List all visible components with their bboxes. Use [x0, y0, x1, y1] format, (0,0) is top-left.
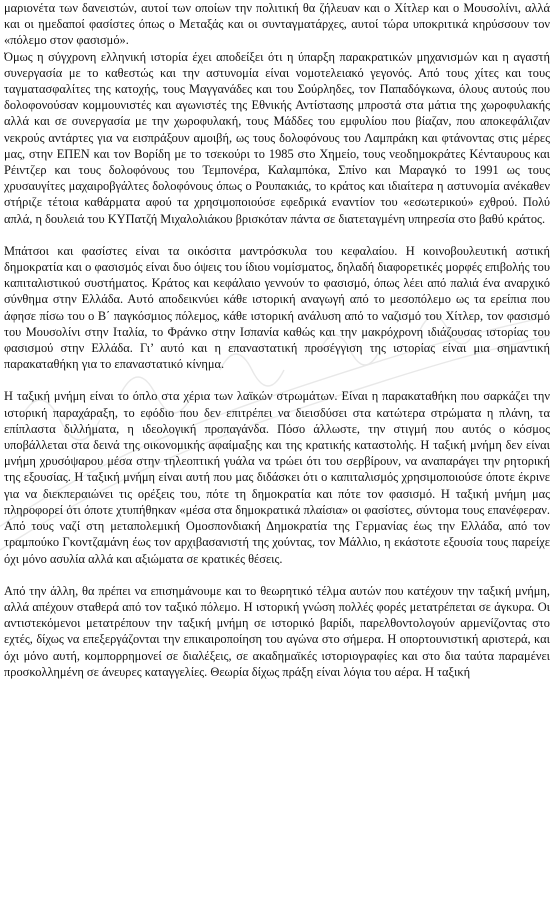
paragraph-1: μαριονέτα των δανειστών, αυτοί των οποίων την πολιτική θα ζήλευαν και ο Χίτλερ και ο Μουσολίνι, αλλά και οι ημεδαποί φασίστες όπως ο Μεταξάς και οι συνταγματάρχες, αυτοί τώρα υποκριτικά κηρύσσουν τον «πόλεμο στον φασισμό».: [4, 1, 550, 48]
document-page: [4, 0, 550, 901]
paragraph-5: Από την άλλη, θα πρέπει να επισημάνουμε και το θεωρητικό τέλμα αυτών που κατέχουν την ταξική μνήμη, αλλά απέχουν σταθερά από τον ταξικό πόλεμο. Η ιστορική γνώση πολλές φορές μετατρέπεται σε άγκυρα. Οι αντιστεκόμενοι μετατρέπουν την ταξική μνήμη σε ιστορικό βαρίδι, παρελθοντολογούν αρμενίζοντας στο εχτές, δίχως να επεξεργάζονται την επικαιροποίηση του αγώνα στο σήμερα. Η οπορτουνιστική αριστερά, και όχι μόνο αυτή, κομπορρημονεί σε διαλέξεις, σε ακαδημαϊκές ιστοριογραφίες και στο δια ταύτα παραμένει προσκολλημένη σε άνευρες καταγγελίες. Θεωρία δίχως πράξη είναι λόγια του αέρα. Η ταξική: [4, 583, 550, 679]
paragraph-3: Μπάτσοι και φασίστες είναι τα οικόσιτα μαντρόσκυλα του κεφαλαίου. Η κοινοβουλευτική αστική δημοκρατία και ο φασισμός είναι δυο όψεις του ίδιου νομίσματος, δηλαδή διαφορετικές μορφές επιβολής του καπιταλιστικού συστήματος. Κράτος και κεφάλαιο γεννούν το φασισμό, όπως λέει από παλιά ένα αναρχικό σύνθημα στην Ελλάδα. Αυτό αποδεικνύει κάθε ιστορική αναγωγή από το μεσοπόλεμο ως τα ερείπια που άφησε πίσω του ο Β΄ παγκόσμιος πόλεμος, κάθε ιστορική ανάλυση από το ναζισμό του Χίτλερ, τον φασισμό του Μουσολίνι στην Ιταλία, το Φράνκο στην Ισπανία καθώς και την μακρόχρονη ιδιάζουσας ιστορίας του φασισμού στην Ελλάδα. Γι’ αυτό και η επαναστατική προσέγγιση της ιστορίας είναι μια σημαντική παρακαταθήκη για το επαναστατικό κίνημα.: [4, 243, 550, 372]
paragraph-4: Η ταξική μνήμη είναι το όπλο στα χέρια των λαϊκών στρωμάτων. Είναι η παρακαταθήκη που σαρκάζει την ιστορική παραχάραξη, το εφόδιο που δεν επιτρέπει να διεισδύσει στα κατώτερα στρώματα η πλάνη, τα επίπλαστα διλλήματα, η ιδεολογική προπαγάνδα. Πόσο άλλωστε, την στιγμή που αυτός ο κόσμος υποβάλλεται στα δεινά της οικονομικής αφαίμαξης και της κρατικής καταστολής. Η ταξική μνήμη δεν είναι μνήμη χρυσόψαρου μέσα στην τηλεοπτική γυάλα να τρώει ότι του σερβίρουν, να αναπαράγει την ρητορική της εξουσίας. Η ταξική μνήμη είναι αυτή που μας διδάσκει ότι ο καπιταλισμός χρησιμοποιούσε όποτε έκρινε για να διεκπεραιώνει τις ορέξεις του, πότε τη δημοκρατία και πότε τον φασισμό. Η ταξική μνήμη μας πληροφορεί ότι όποτε χτυπήθηκαν «μέσα στα δημοκρατικά πλαίσια» οι φασίστες, σύντομα τους επανέφεραν. Από τους ναζί στη μεταπολεμική Ομοσπονδιακή Δημοκρατία της Γερμανίας έως την Ελλάδα, από τον τραμπούκο Γκοντζαμάνη έως τον αρχιβασανιστή της χούντας, τον Μάλλιο, η εκάστοτε εξουσία τους παρείχε όχι μόνο ασυλία αλλά και αξιώματα σε κρατικές θέσεις.: [4, 389, 550, 566]
paragraph-2: Όμως η σύγχρονη ελληνική ιστορία έχει αποδείξει ότι η ύπαρξη παρακρατικών μηχανισμών και η αγαστή συνεργασία με το καθεστώς και την αστυνομία είναι νομοτελειακό γεγονός. Από τους χίτες και τους ταγματασφαλίτες της κατοχής, τους Μαγγανάδες και του Σούρληδες, τον Παπαδόγκωνα, όλους αυτούς που δολοφονούσαν κομμουνιστές και αγωνιστές της Εθνικής Αντίστασης μπροστά στα μάτια της χωροφυλακής αλλά και σε συνεργασία με την χωροφυλακή, τους Μάδδες του εμφυλίου που βίαζαν, που αποκεφάλιζαν νεκρούς αντάρτες για να εισπράξουν αμοιβή, ως τους δολοφόνους του Λαμπράκη και φτάνοντας στις μέρες μας, στην ΕΠΕΝ και τον Βορίδη με το τσεκούρι το 1985 στο Χημείο, τους νεοδημοκράτες Κένταυρους και Ρέιντζερ και τους δολοφόνους του Τεμπονέρα, Καλαμπόκα, Σπίνο και Μαραγκό το 1991 ως τους χρυσαυγίτες μαχαιροβγάλτες δολοφόνους όπως ο Ρουπακιάς, το κράτος και ιδιαίτερα η αστυνομία ανέκαθεν στήριζε τέτοια καθάρματα αφού τα χρησιμοποιούσε εφεδρικά εναντίον του «εσωτερικού» εχθρού. Πολύ απλά, η δουλειά του ΚΥΠατζή Μιχαλολιάκου βρισκόταν πάντα σε διατεταγμένη υπηρεσία στο βαθύ κράτος.: [4, 49, 550, 226]
